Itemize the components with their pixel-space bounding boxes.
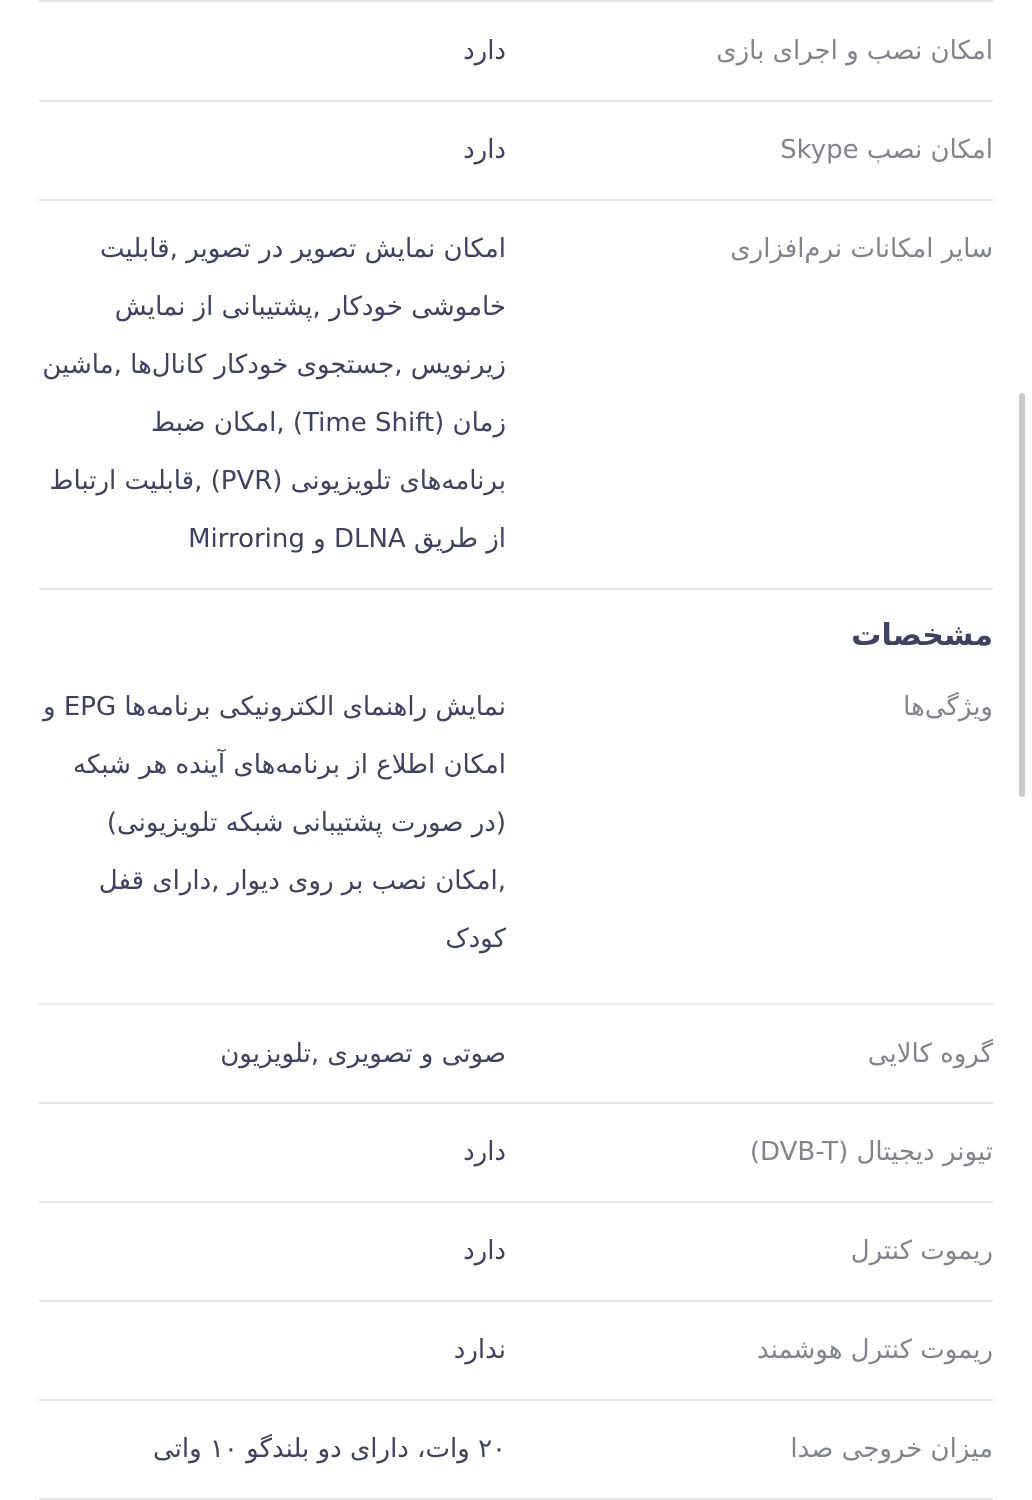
spec-row-remote-control	[39, 1203, 993, 1302]
spec-label: تیونر دیجیتال (DVB-T)	[749, 1137, 993, 1167]
spec-value: صوتی و تصویری ,تلویزیون	[220, 1039, 506, 1069]
spec-label: ویژگی‌ها	[903, 692, 993, 722]
spec-label: ریموت کنترل	[850, 1236, 993, 1266]
spec-row-audio-output	[39, 1401, 993, 1500]
spec-label: امکان نصب Skype	[780, 135, 993, 165]
spec-value: نمایش راهنمای الکترونیکی برنامه‌ها EPG و امکان اطلاع از برنامه‌های آینده هر شبکه (در صورت پشتیبانی شبکه تلویزیونی) ,امکان نصب بر روی دیوار ,دارای قفل کودک	[43, 692, 506, 954]
spec-label: میزان خروجی صدا	[790, 1434, 993, 1464]
spec-value: ۲۰ وات، دارای دو بلندگو ۱۰ واتی	[152, 1434, 506, 1464]
spec-row-skype	[39, 102, 993, 201]
spec-row-other-software	[39, 201, 993, 590]
spec-row-digital-tuner	[39, 1104, 993, 1203]
spec-label: سایر امکانات نرم‌افزاری	[730, 234, 993, 264]
spec-value: دارد	[463, 1137, 506, 1167]
spec-row-product-group	[39, 1005, 993, 1104]
scrollbar[interactable]	[1019, 393, 1025, 797]
spec-value: دارد	[463, 1236, 506, 1266]
spec-row-features	[39, 678, 993, 1005]
spec-row-game-install	[39, 2, 993, 102]
spec-label: امکان نصب و اجرای بازی	[716, 36, 993, 66]
spec-value: امکان نمایش تصویر در تصویر ,قابلیت خاموشی خودکار ,پشتیبانی از نمایش زیرنویس ,جستجوی خودکار کانال‌ها ,ماشین زمان (Time Shift) ,امکان ضبط برنامه‌های تلویزیونی (PVR) ,قابلیت ارتباط از طریق DLNA و Mirroring	[42, 234, 506, 554]
section-title: مشخصات	[851, 618, 993, 653]
spec-value: ندارد	[453, 1335, 506, 1365]
spec-value: دارد	[463, 135, 506, 165]
spec-value: دارد	[463, 36, 506, 66]
spec-row-smart-remote	[39, 1302, 993, 1401]
specs-page	[39, 0, 993, 1500]
spec-label: ریموت کنترل هوشمند	[756, 1335, 993, 1365]
spec-label: گروه کالایی	[867, 1039, 993, 1069]
